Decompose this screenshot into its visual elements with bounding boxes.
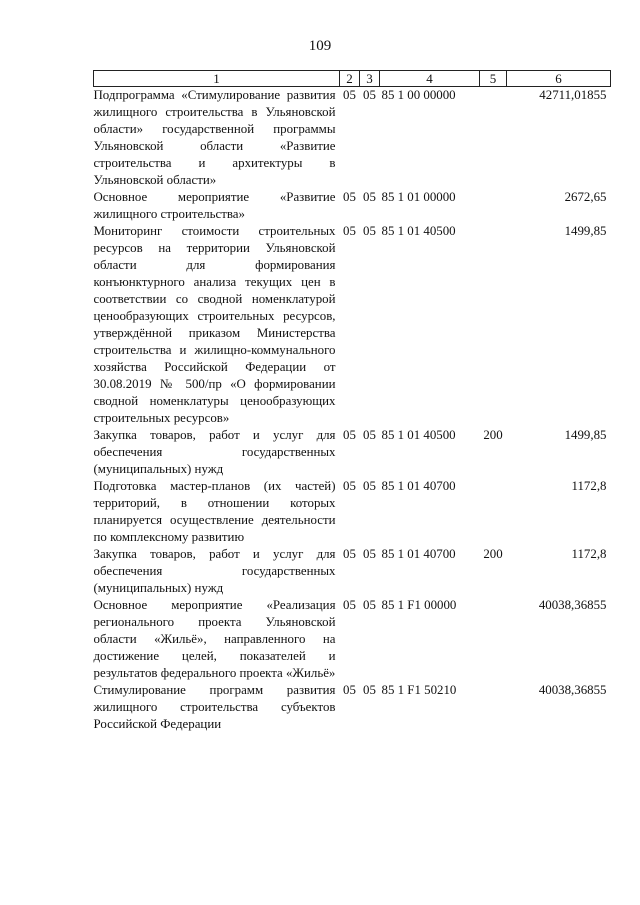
cell-expense-type xyxy=(480,682,507,733)
cell-amount: 42711,01855 xyxy=(539,88,607,102)
table-row xyxy=(94,427,611,478)
column-header: 6 xyxy=(507,71,611,87)
cell-expense-type xyxy=(480,478,507,546)
table-header-row xyxy=(94,71,611,87)
cell-target-code: 85 1 F1 00000 xyxy=(381,598,457,612)
cell-subsection: 05 xyxy=(363,428,376,442)
cell-subsection: 05 xyxy=(363,598,376,612)
table-row xyxy=(94,546,611,597)
cell-subsection: 05 xyxy=(363,547,376,561)
cell-subsection: 05 xyxy=(363,224,376,238)
cell-expense-type xyxy=(480,87,507,190)
cell-subsection: 05 xyxy=(363,190,376,204)
cell-target-code: 85 1 00 00000 xyxy=(381,88,456,102)
column-header: 3 xyxy=(360,71,380,87)
cell-amount: 1499,85 xyxy=(564,224,607,238)
cell-amount: 2672,65 xyxy=(564,190,607,204)
cell-target-code: 85 1 01 40500 xyxy=(381,224,456,238)
cell-target-code: 85 1 01 40500 xyxy=(381,428,456,442)
cell-expense-type xyxy=(480,189,507,223)
cell-section: 05 xyxy=(343,547,356,561)
cell-amount: 1499,85 xyxy=(564,428,607,442)
cell-section: 05 xyxy=(343,598,356,612)
cell-expense-type xyxy=(480,223,507,427)
column-header: 5 xyxy=(480,71,507,87)
table-row xyxy=(94,223,611,427)
cell-section: 05 xyxy=(343,479,356,493)
table-row xyxy=(94,189,611,223)
row-name: Мониторинг стоимости строительных ресурсов на территории Ульяновской области для формирования конъюнктурного анализа текущих цен в соответствии со сводной номенклатурой ценообразующих строительных ресурсов, утверждённой приказом Министерства строительства и жилищно-коммунального хозяйства Российской Федерации от 30.08.2019 № 500/пр «О формировании сводной номенклатуры ценообразующих строительных ресурсов» xyxy=(93,224,336,425)
cell-amount: 40038,36855 xyxy=(538,598,607,612)
cell-amount: 40038,36855 xyxy=(538,683,607,697)
cell-subsection: 05 xyxy=(363,88,376,102)
page-number: 109 xyxy=(308,38,332,54)
row-name: Подпрограмма «Стимулирование развития жилищного строительства в Ульяновской области» государственной программы Ульяновской области «Развитие строительства и архитектуры в Ульяновской области» xyxy=(93,88,336,187)
cell-subsection: 05 xyxy=(363,479,376,493)
table-row xyxy=(94,478,611,546)
row-name: Основное мероприятие «Реализация регионального проекта Ульяновской области «Жильё», направленного на достижение целей, показателей и результатов федерального проекта «Жильё» xyxy=(93,598,336,680)
cell-target-code: 85 1 01 40700 xyxy=(381,547,456,561)
column-header: 2 xyxy=(340,71,360,87)
column-header: 1 xyxy=(94,71,340,87)
cell-section: 05 xyxy=(343,428,356,442)
cell-amount: 1172,8 xyxy=(571,547,607,561)
cell-section: 05 xyxy=(343,683,356,697)
cell-target-code: 85 1 01 40700 xyxy=(381,479,456,493)
row-name: Закупка товаров, работ и услуг для обеспечения государственных (муниципальных) нужд xyxy=(93,428,336,476)
cell-expense-type xyxy=(480,597,507,682)
table-row xyxy=(94,87,611,190)
table-row xyxy=(94,682,611,733)
row-name: Закупка товаров, работ и услуг для обеспечения государственных (муниципальных) нужд xyxy=(93,547,336,595)
cell-section: 05 xyxy=(343,190,356,204)
row-name: Стимулирование программ развития жилищного строительства субъектов Российской Федерации xyxy=(93,683,336,731)
cell-section: 05 xyxy=(343,88,356,102)
row-name: Основное мероприятие «Развитие жилищного строительства» xyxy=(93,190,336,221)
budget-table xyxy=(93,70,611,733)
column-header: 4 xyxy=(380,71,480,87)
cell-section: 05 xyxy=(343,224,356,238)
cell-target-code: 85 1 F1 50210 xyxy=(381,683,457,697)
cell-subsection: 05 xyxy=(363,683,376,697)
cell-expense-type: 200 xyxy=(483,428,503,442)
cell-amount: 1172,8 xyxy=(571,479,607,493)
table-row xyxy=(94,597,611,682)
cell-expense-type: 200 xyxy=(483,547,503,561)
row-name: Подготовка мастер-планов (их частей) территорий, в отношении которых планируется осуществление деятельности по комплексному развитию xyxy=(93,479,336,544)
cell-target-code: 85 1 01 00000 xyxy=(381,190,456,204)
